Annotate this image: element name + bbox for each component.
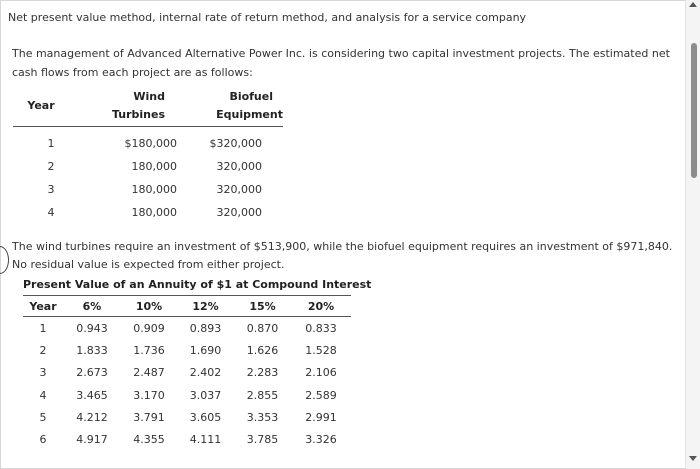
problem-intro: The management of Advanced Alternative Power Inc. is considering two capital investment projects. The estimated net cash flows from each project are as follows: bbox=[12, 47, 670, 79]
header-year: Year bbox=[27, 99, 55, 112]
pv-cell: 3.170 bbox=[133, 388, 165, 402]
pv-annuity-table bbox=[23, 295, 351, 451]
header-wind-line2: Turbines bbox=[111, 108, 165, 121]
pv-cell: 2.402 bbox=[189, 366, 222, 380]
pv-cell: 1.626 bbox=[246, 343, 279, 357]
pv-cell: 3.605 bbox=[189, 410, 222, 424]
table-row bbox=[23, 339, 351, 361]
pv-header-20: 20% bbox=[291, 296, 351, 317]
pv-header-12: 12% bbox=[177, 296, 234, 317]
table-row bbox=[13, 155, 283, 178]
table-row bbox=[13, 132, 283, 155]
pv-header-10: 10% bbox=[121, 296, 177, 317]
pv-cell: 0.943 bbox=[76, 321, 108, 335]
pv-cell: 1.528 bbox=[305, 343, 337, 357]
triangle-down-icon[interactable] bbox=[689, 456, 697, 461]
header-bio-line1: Biofuel bbox=[229, 90, 273, 103]
table-row bbox=[13, 201, 283, 224]
table-row bbox=[23, 406, 351, 428]
wind-cell: 180,000 bbox=[131, 206, 177, 219]
pv-header-15: 15% bbox=[234, 296, 291, 317]
bio-cell: 320,000 bbox=[216, 206, 262, 219]
pv-cell: 0.909 bbox=[133, 321, 165, 335]
table-row bbox=[23, 384, 351, 406]
header-bio-line2: Equipment bbox=[216, 108, 283, 121]
pv-cell: 0.893 bbox=[189, 321, 222, 335]
pv-cell: 2.589 bbox=[305, 388, 337, 402]
header-wind-turbines bbox=[69, 86, 179, 127]
pv-cell: 2.487 bbox=[133, 366, 165, 380]
pv-cell: 0.833 bbox=[305, 321, 337, 335]
pv-cell: 4.355 bbox=[133, 433, 165, 447]
bio-cell: 320,000 bbox=[216, 160, 262, 173]
wind-cell: $180,000 bbox=[124, 137, 177, 150]
pv-year-cell: 4 bbox=[39, 388, 47, 402]
pv-cell: 2.283 bbox=[246, 366, 279, 380]
wind-cell: 180,000 bbox=[131, 183, 177, 196]
header-wind-line1: Wind bbox=[133, 90, 165, 103]
pv-cell: 3.465 bbox=[76, 388, 108, 402]
year-cell: 1 bbox=[47, 137, 55, 150]
pv-year-cell: 3 bbox=[39, 366, 47, 380]
pv-cell: 3.037 bbox=[189, 388, 222, 402]
pv-cell: 1.833 bbox=[76, 343, 108, 357]
pv-year-cell: 2 bbox=[39, 343, 47, 357]
pv-cell: 3.785 bbox=[246, 433, 279, 447]
pv-cell: 2.673 bbox=[76, 366, 108, 380]
vertical-scrollbar[interactable] bbox=[685, 0, 700, 469]
pv-cell: 1.690 bbox=[189, 343, 222, 357]
cash-flow-header-row bbox=[13, 86, 283, 127]
triangle-up-icon[interactable] bbox=[689, 2, 697, 7]
cash-flow-table bbox=[13, 86, 283, 224]
problem-heading: Net present value method, internal rate of return method, and analysis for a service company bbox=[8, 11, 527, 24]
pv-year-cell: 5 bbox=[39, 410, 47, 424]
pv-cell: 3.353 bbox=[246, 410, 279, 424]
bio-cell: 320,000 bbox=[216, 183, 262, 196]
table-row bbox=[13, 178, 283, 201]
year-cell: 2 bbox=[47, 160, 55, 173]
pv-cell: 1.736 bbox=[133, 343, 165, 357]
pv-cell: 4.917 bbox=[76, 433, 108, 447]
pv-cell: 4.111 bbox=[189, 433, 222, 447]
pv-cell: 3.326 bbox=[305, 433, 337, 447]
investment-note: The wind turbines require an investment of $513,900, while the biofuel equipment requires an investment of $971,840. No residual value is expected from either project. bbox=[12, 240, 673, 271]
pv-cell: 2.991 bbox=[305, 410, 337, 424]
year-cell: 3 bbox=[47, 183, 55, 196]
clipped-row-fragment bbox=[80, 459, 370, 463]
pv-year-cell: 6 bbox=[39, 433, 47, 447]
pv-header-6: 6% bbox=[63, 296, 121, 317]
table-row bbox=[23, 317, 351, 340]
pv-table-title: Present Value of an Annuity of $1 at Compound Interest bbox=[23, 278, 372, 291]
pv-year-cell: 1 bbox=[39, 321, 47, 335]
year-cell: 4 bbox=[47, 206, 55, 219]
pv-cell: 2.855 bbox=[246, 388, 279, 402]
pv-cell: 0.870 bbox=[246, 321, 279, 335]
pv-cell: 2.106 bbox=[305, 366, 337, 380]
pv-header-year: Year bbox=[23, 296, 63, 317]
pv-header-row bbox=[23, 296, 351, 317]
wind-cell: 180,000 bbox=[131, 160, 177, 173]
pv-cell: 4.212 bbox=[76, 410, 108, 424]
table-row bbox=[23, 362, 351, 384]
table-row bbox=[23, 428, 351, 450]
scrollbar-thumb[interactable] bbox=[691, 43, 697, 178]
pv-cell: 3.791 bbox=[133, 410, 165, 424]
header-biofuel-equipment bbox=[179, 86, 283, 127]
bio-cell: $320,000 bbox=[209, 137, 262, 150]
